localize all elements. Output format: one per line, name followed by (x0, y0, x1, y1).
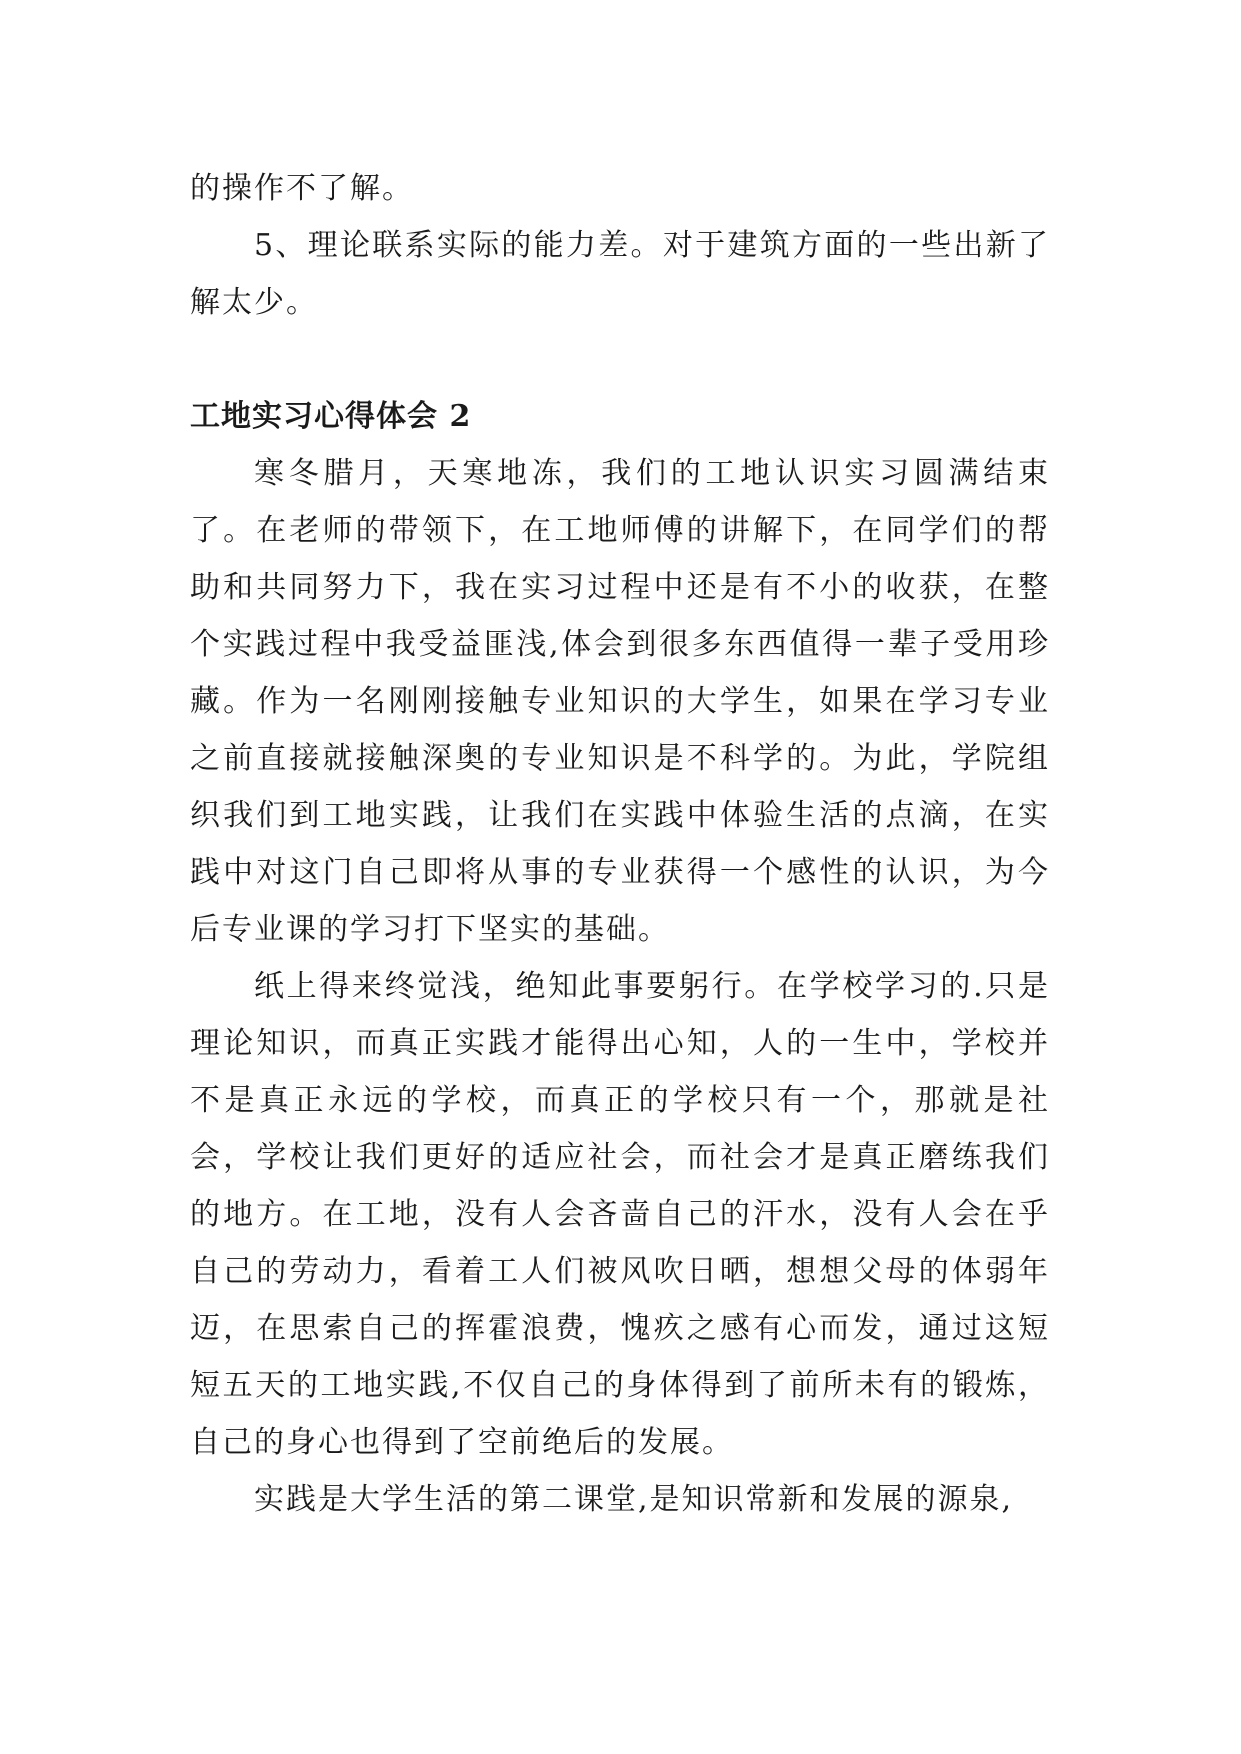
section-spacer (190, 331, 1050, 388)
paragraph-point-5: 5、理论联系实际的能力差。对于建筑方面的一些出新了解太少。 (190, 228, 1050, 320)
paragraph-continuation: 的操作不了解。 (190, 171, 414, 206)
paragraph-winter-internship: 寒冬腊月，天寒地冻，我们的工地认识实习圆满结束了。在老师的带领下，在工地师傅的讲解下，在同学们的帮助和共同努力下，我在实习过程中还是有不小的收获，在整个实践过程中我受益匪浅,体会到很多东西值得一辈子受用珍藏。作为一名刚刚接触专业知识的大学生，如果在学习专业之前直接就接触深奥的专业知识是不科学的。为此，学院组织我们到工地实践，让我们在实践中体验生活的点滴，在实践中对这门自己即将从事的专业获得一个感性的认识，为今后专业课的学习打下坚实的基础。 (190, 456, 1050, 947)
document-body (190, 160, 1050, 1528)
paragraph-second-classroom: 实践是大学生活的第二课堂,是知识常新和发展的源泉, (254, 1482, 1014, 1517)
section-title: 工地实习心得体会 2 (190, 399, 472, 434)
paragraph-practice-knowledge: 纸上得来终觉浅，绝知此事要躬行。在学校学习的.只是理论知识，而真正实践才能得出心知，人的一生中，学校并不是真正永远的学校，而真正的学校只有一个，那就是社会，学校让我们更好的适应社会，而社会才是真正磨练我们的地方。在工地，没有人会吝啬自己的汗水，没有人会在乎自己的劳动力，看着工人们被风吹日晒，想想父母的体弱年迈，在思索自己的挥霍浪费，愧疚之感有心而发，通过这短短五天的工地实践,不仅自己的身体得到了前所未有的锻炼，自己的身心也得到了空前绝后的发展。 (190, 969, 1050, 1460)
